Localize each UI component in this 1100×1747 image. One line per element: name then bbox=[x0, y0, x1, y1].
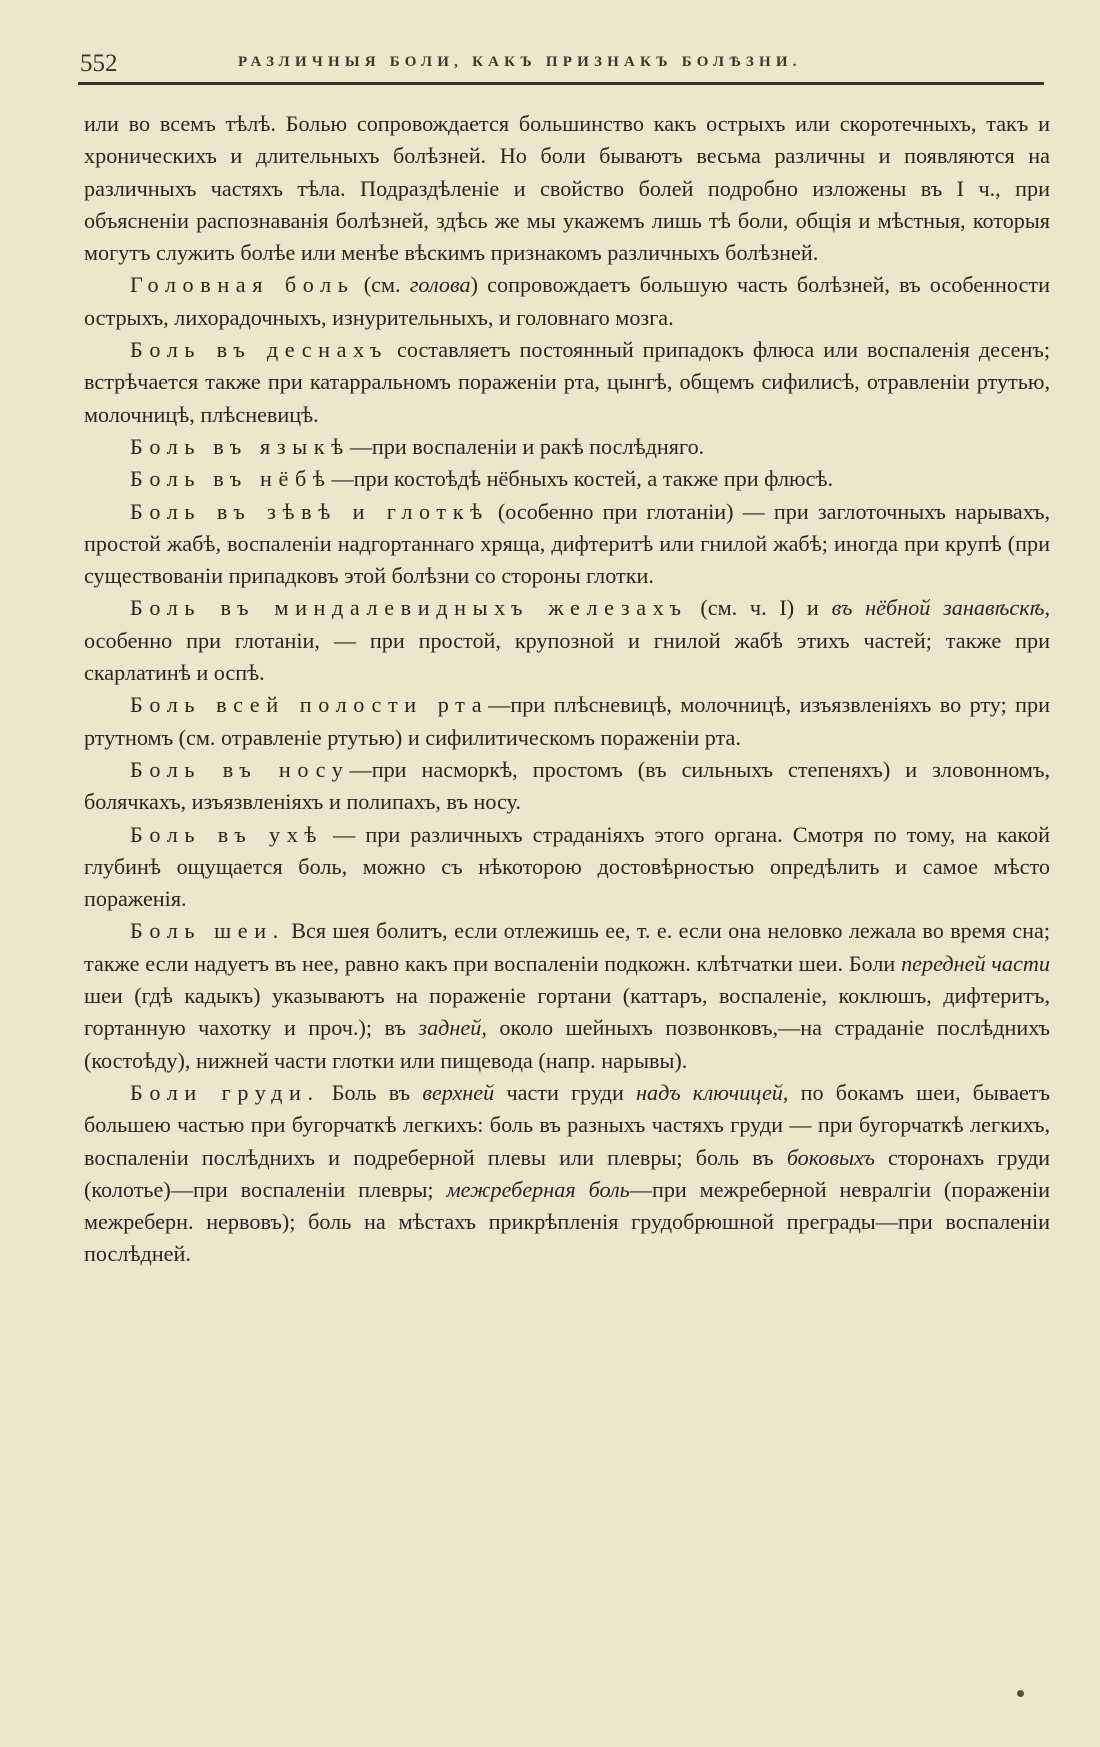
section-heading: Боль въ зѣвѣ и глоткѣ bbox=[130, 498, 489, 524]
section-heading: Боль въ носу bbox=[130, 756, 350, 782]
text-run: — при различныхъ страданіяхъ этого органа. Смотря по тому, на какой глубинѣ ощущается боль, можно съ нѣкоторою достовѣрностью опредѣлить и самое мѣсто пораженія. bbox=[84, 821, 1050, 912]
text-run: шеи (гдѣ кадыкъ) указываютъ на пораженіе гортани (каттаръ, воспаленіе, коклюшъ, дифтеритъ, гортанную чахотку и проч.); въ bbox=[84, 983, 1050, 1041]
text-run: —при воспаленіи и ракѣ послѣдняго. bbox=[349, 433, 705, 459]
body-text bbox=[84, 108, 1050, 1271]
text-run: (особенно при глотаніи) — при заглоточныхъ нарывахъ, простой жабѣ, воспаленіи надгортаннаго хряща, дифтеритѣ или гнилой жабѣ; иногда при крупѣ (при существованіи припадковъ этой болѣзни со стороны глотки. bbox=[84, 498, 1050, 589]
italic-term: верхней bbox=[422, 1079, 495, 1105]
page-header bbox=[78, 44, 1044, 80]
text-run: —при межреберной невралгіи (пораженіи межреберн. нервовъ); боль на мѣстахъ прикрѣпленія грудобрюшной преграды—при воспаленіи послѣдней. bbox=[84, 1176, 1051, 1267]
text-run: Боль въ bbox=[319, 1079, 423, 1105]
section-heading: Боль шеи. bbox=[130, 918, 285, 944]
text-run: —при плѣсневицѣ, молочницѣ, изъязвленіяхъ во рту; при ртутномъ (см. отравленіе ртутью) и сифилитическомъ пораженіи рта. bbox=[84, 692, 1050, 750]
section-heading: Боль въ нёбѣ bbox=[130, 466, 332, 492]
section-heading: Боль въ миндалевидныхъ железахъ bbox=[130, 595, 688, 621]
text-run: по бокамъ шеи, бываетъ большею частью при бугорчаткѣ легкихъ: боль въ разныхъ частяхъ груди — при бугорчаткѣ легкихъ, воспаленіи послѣднихъ и подреберной плевы или плевры; боль въ bbox=[84, 1079, 1050, 1170]
section-heading: Боль въ языкѣ bbox=[130, 433, 350, 459]
section-heading: Головная боль bbox=[130, 272, 355, 298]
paragraph bbox=[84, 108, 1050, 269]
text-run: (см. bbox=[354, 272, 410, 298]
text-run: , особенно при глотаніи, — при простой, крупозной и гнилой жабѣ этихъ частей; также при скарлатинѣ и оспѣ. bbox=[84, 595, 1050, 686]
italic-term: боковыхъ bbox=[786, 1144, 875, 1170]
paragraph bbox=[84, 754, 1050, 819]
section-heading: Боли груди. bbox=[130, 1079, 320, 1105]
section-heading: Боль всей полости рта bbox=[130, 692, 489, 718]
running-title: РАЗЛИЧНЫЯ БОЛИ, КАКЪ ПРИЗНАКЪ БОЛѢЗНИ. bbox=[238, 54, 802, 70]
text-run: или во всемъ тѣлѣ. Болью сопровождается большинство какъ острыхъ или скоротечныхъ, такъ и хроническихъ и длительныхъ болѣзней. Но боли бываютъ весьма различны и появляются на различныхъ частяхъ тѣла. Подраздѣленіе и свойство болей подробно изложены въ I ч., при объясненіи распознаванія болѣзней, здѣсь же мы укажемъ лишь тѣ боли, общія и мѣстныя, которыя могутъ служить болѣе или менѣе вѣскимъ признакомъ различныхъ болѣзней. bbox=[84, 111, 1050, 266]
text-run: Вся шея болитъ, если отлежишь ее, т. е. если она неловко лежала во время сна; также если надуетъ въ нее, равно какъ при воспаленіи подкожн. клѣтчатки шеи. Боли bbox=[84, 918, 1050, 976]
paragraph bbox=[84, 592, 1050, 689]
paragraph bbox=[84, 496, 1050, 593]
text-run: части груди bbox=[494, 1079, 637, 1105]
italic-term: передней части bbox=[901, 950, 1050, 976]
text-run: около шейныхъ позвонковъ,—на страданіе послѣднихъ (костоѣду), нижней части глотки или пищевода (напр. нарывы). bbox=[84, 1015, 1050, 1073]
text-run: составляетъ постоянный припадокъ флюса или воспаленія десенъ; встрѣчается также при катарральномъ пораженіи рта, цынгѣ, общемъ сифилисѣ, отравленіи ртутью, молочницѣ, плѣсневицѣ. bbox=[84, 337, 1050, 427]
header-rule bbox=[78, 82, 1044, 85]
italic-term: въ нёбной занавѣскѣ bbox=[831, 595, 1045, 621]
page-number: 552 bbox=[80, 50, 118, 77]
section-heading: Боль въ деснахъ bbox=[130, 337, 389, 363]
paragraph bbox=[84, 334, 1050, 431]
text-run: —при насморкѣ, простомъ (въ сильныхъ степеняхъ) и зловонномъ, болячкахъ, изъязвленіяхъ и полипахъ, въ носу. bbox=[84, 756, 1050, 815]
text-run: (см. ч. I) и bbox=[687, 595, 832, 621]
paragraph bbox=[84, 431, 1050, 463]
paragraph bbox=[84, 915, 1050, 1076]
italic-term: надъ ключицей, bbox=[636, 1079, 789, 1105]
italic-term: задней, bbox=[418, 1015, 487, 1041]
ink-dot bbox=[1017, 1690, 1024, 1697]
paragraph bbox=[84, 269, 1050, 334]
text-run: —при костоѣдѣ нёбныхъ костей, а также при флюсѣ. bbox=[331, 466, 834, 492]
paragraph bbox=[84, 689, 1050, 754]
italic-term: межреберная боль bbox=[446, 1176, 630, 1202]
paragraph bbox=[84, 819, 1050, 916]
paragraph bbox=[84, 463, 1050, 495]
text-run: ) сопровождаетъ большую часть болѣзней, въ особенности острыхъ, лихорадочныхъ, изнурительныхъ, и головнаго мозга. bbox=[84, 272, 1050, 330]
italic-term: голова bbox=[409, 272, 471, 298]
paragraph bbox=[84, 1077, 1050, 1271]
text-run: сторонахъ груди (колотье)—при воспаленіи плевры; bbox=[84, 1144, 1050, 1202]
section-heading: Боль въ ухѣ bbox=[130, 821, 324, 847]
